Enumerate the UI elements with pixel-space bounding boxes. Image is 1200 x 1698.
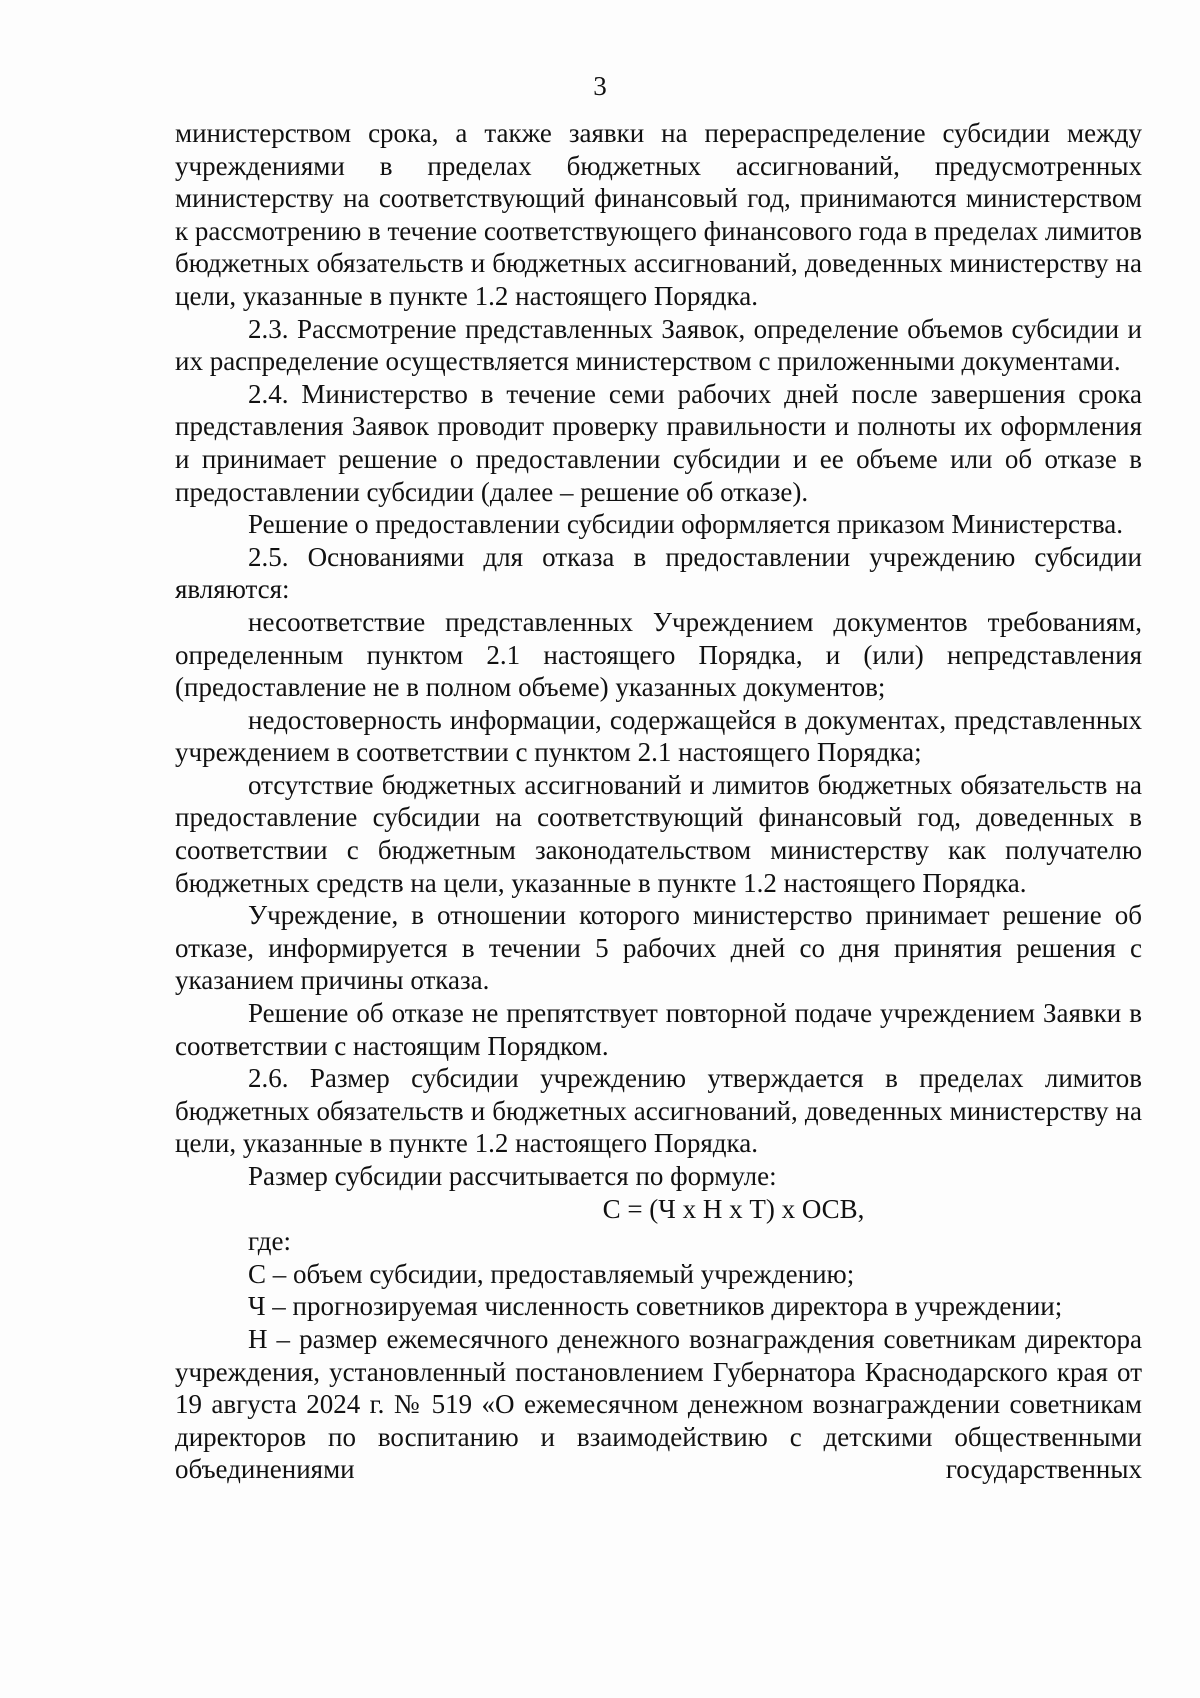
paragraph-2-6: 2.6. Размер субсидии учреждению утверждается в пределах лимитов бюджетных обязательств и бюджетных ассигнований, доведенных министерству на цели, указанные в пункте 1.2 настоящего Порядка. bbox=[175, 1063, 1142, 1159]
paragraph-notification: Учреждение, в отношении которого министерство принимает решение об отказе, информируется в течении 5 рабочих дней со дня принятия решения с указанием причины отказа. bbox=[175, 900, 1142, 996]
paragraph-var-ch: Ч – прогнозируемая численность советников директора в учреждении; bbox=[248, 1291, 1063, 1322]
paragraph-refusal-ground-3: отсутствие бюджетных ассигнований и лимитов бюджетных обязательств на предоставление субсидии на соответствующий финансовый год, доведенных в соответствии с бюджетным законодательством министерству как получателю бюджетных средств на цели, указанные в пункте 1.2 настоящего Порядка. bbox=[175, 769, 1142, 898]
subsidy-formula: С = (Ч х Н х Т) х ОСВ, bbox=[602, 1193, 865, 1224]
paragraph-refusal-ground-1: несоответствие представленных Учреждением документов требованиям, определенным пунктом 2.1 настоящего Порядка, и (или) непредставления (предоставление не в полном объеме) указанных документов; bbox=[175, 606, 1142, 703]
paragraph-2-3: 2.3. Рассмотрение представленных Заявок, определение объемов субсидии и их распределение осуществляется министерством с приложенными документами. bbox=[175, 313, 1142, 377]
paragraph-2-4: 2.4. Министерство в течение семи рабочих дней после завершения срока представления Заявок проводит проверку правильности и полноты их оформления и принимает решение о предоставлении субсидии и ее объеме или об отказе в предоставлении субсидии (далее – решение об отказе). bbox=[175, 378, 1142, 507]
paragraph-refusal-ground-2: недостоверность информации, содержащейся в документах, представленных учреждением в соответствии с пунктом 2.1 настоящего Порядка; bbox=[175, 704, 1142, 768]
page-number: 3 bbox=[593, 71, 607, 101]
paragraph-continuation: министерством срока, а также заявки на перераспределение субсидии между учреждениями в пределах бюджетных ассигнований, предусмотренных министерству на соответствующий финансовый год, принимаются министерством к рассмотрению в течение соответствующего финансового года в пределах лимитов бюджетных обязательств и бюджетных ассигнований, доведенных министерству на цели, указанные в пункте 1.2 настоящего Порядка. bbox=[175, 118, 1142, 311]
paragraph-decision: Решение о предоставлении субсидии оформляется приказом Министерства. bbox=[248, 509, 1123, 540]
paragraph-formula-intro: Размер субсидии рассчитывается по формуле: bbox=[248, 1161, 777, 1191]
paragraph-where: где: bbox=[248, 1226, 291, 1257]
paragraph-var-c: С – объем субсидии, предоставляемый учреждению; bbox=[248, 1258, 855, 1289]
paragraph-2-5: 2.5. Основаниями для отказа в предоставлении учреждению субсидии являются: bbox=[175, 541, 1142, 605]
document-body bbox=[175, 117, 1142, 1486]
paragraph-var-n: Н – размер ежемесячного денежного вознаграждения советникам директора учреждения, установленный постановлением Губернатора Краснодарского края от 19 августа 2024 г. № 519 «О ежемесячном денежном вознаграждении советникам директоров по воспитанию и взаимодействию с детскими общественными объединениями государственных bbox=[175, 1323, 1142, 1485]
paragraph-resubmission: Решение об отказе не препятствует повторной подаче учреждением Заявки в соответствии с настоящим Порядком. bbox=[175, 998, 1142, 1061]
